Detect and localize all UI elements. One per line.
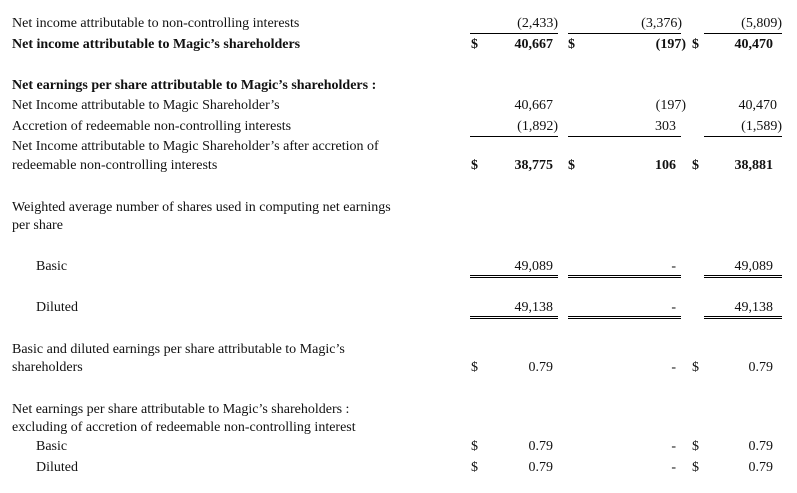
value-eps-col3: 0.79 bbox=[748, 360, 773, 375]
currency-symbol: $ bbox=[471, 460, 478, 475]
value-basic-shares-col1: 49,089 bbox=[514, 259, 553, 274]
value-eps-excl-diluted-col3: 0.79 bbox=[748, 460, 773, 475]
section-heading-eps: Net earnings per share attributable to Magic’s shareholders : bbox=[12, 78, 377, 93]
currency-symbol: $ bbox=[692, 439, 699, 454]
row-label-ni-after-line2: redeemable non-controlling interests bbox=[12, 158, 218, 173]
currency-symbol: $ bbox=[471, 158, 478, 173]
value-accretion-col2: 303 bbox=[655, 119, 676, 134]
double-underline-col1 bbox=[470, 316, 558, 319]
underline-col2 bbox=[568, 136, 681, 137]
value-eps-excl-basic-col2: - bbox=[671, 439, 676, 454]
double-underline-col3 bbox=[704, 316, 782, 319]
value-basic-shares-col2: - bbox=[671, 259, 676, 274]
currency-symbol: $ bbox=[692, 460, 699, 475]
value-diluted-shares-col2: - bbox=[671, 300, 676, 315]
row-label-ni-magic: Net income attributable to Magic’s shareholders bbox=[12, 37, 301, 52]
value-eps-excl-basic-col3: 0.79 bbox=[748, 439, 773, 454]
value-accretion-col3: (1,589) bbox=[741, 119, 782, 134]
underline-col3 bbox=[704, 136, 782, 137]
value-ni-magic-col2: (197) bbox=[655, 37, 686, 52]
row-label-ni-after-line1: Net Income attributable to Magic Shareholder’s after accretion of bbox=[12, 139, 379, 154]
row-label-ni-holder: Net Income attributable to Magic Shareholder’s bbox=[12, 98, 280, 113]
value-ni-magic-col1: 40,667 bbox=[514, 37, 553, 52]
value-basic-shares-col3: 49,089 bbox=[734, 259, 773, 274]
row-label-eps-excl-line1: Net earnings per share attributable to Magic’s shareholders : bbox=[12, 402, 350, 417]
row-label-eps-excl-basic: Basic bbox=[36, 439, 68, 454]
value-accretion-col1: (1,892) bbox=[517, 119, 558, 134]
currency-symbol: $ bbox=[568, 158, 575, 173]
double-underline-col3 bbox=[704, 275, 782, 278]
value-diluted-shares-col3: 49,138 bbox=[734, 300, 773, 315]
value-nci-col1: (2,433) bbox=[517, 16, 558, 31]
row-label-eps-line1: Basic and diluted earnings per share attributable to Magic’s bbox=[12, 342, 345, 357]
value-eps-excl-diluted-col2: - bbox=[671, 460, 676, 475]
value-ni-after-col2: 106 bbox=[655, 158, 676, 173]
double-underline-col2 bbox=[568, 316, 681, 319]
row-label-accretion: Accretion of redeemable non-controlling interests bbox=[12, 119, 292, 134]
row-label-eps-line2: shareholders bbox=[12, 360, 83, 375]
underline-col1 bbox=[470, 136, 558, 137]
double-underline-col1 bbox=[470, 275, 558, 278]
value-ni-holder-col3: 40,470 bbox=[738, 98, 777, 113]
value-ni-after-col1: 38,775 bbox=[514, 158, 553, 173]
currency-symbol: $ bbox=[568, 37, 575, 52]
row-label-nci: Net income attributable to non-controlling interests bbox=[12, 16, 300, 31]
currency-symbol: $ bbox=[471, 360, 478, 375]
value-eps-excl-basic-col1: 0.79 bbox=[528, 439, 553, 454]
value-eps-excl-diluted-col1: 0.79 bbox=[528, 460, 553, 475]
currency-symbol: $ bbox=[471, 439, 478, 454]
row-label-weighted-line1: Weighted average number of shares used in computing net earnings bbox=[12, 200, 391, 215]
row-label-weighted-line2: per share bbox=[12, 218, 63, 233]
value-ni-holder-col1: 40,667 bbox=[514, 98, 553, 113]
currency-symbol: $ bbox=[692, 360, 699, 375]
row-label-eps-excl-line2: excluding of accretion of redeemable non-controlling interest bbox=[12, 420, 356, 435]
value-diluted-shares-col1: 49,138 bbox=[514, 300, 553, 315]
underline-col3 bbox=[704, 33, 782, 34]
currency-symbol: $ bbox=[471, 37, 478, 52]
row-label-eps-excl-diluted: Diluted bbox=[36, 460, 78, 475]
double-underline-col2 bbox=[568, 275, 681, 278]
value-eps-col2: - bbox=[671, 360, 676, 375]
row-label-basic-shares: Basic bbox=[36, 259, 68, 274]
value-ni-after-col3: 38,881 bbox=[734, 158, 773, 173]
underline-col1 bbox=[470, 33, 558, 34]
value-ni-holder-col2: (197) bbox=[655, 98, 686, 113]
value-eps-col1: 0.79 bbox=[528, 360, 553, 375]
currency-symbol: $ bbox=[692, 37, 699, 52]
value-nci-col3: (5,809) bbox=[741, 16, 782, 31]
row-label-diluted-shares: Diluted bbox=[36, 300, 78, 315]
underline-col2 bbox=[568, 33, 681, 34]
value-ni-magic-col3: 40,470 bbox=[734, 37, 773, 52]
value-nci-col2: (3,376) bbox=[641, 16, 682, 31]
currency-symbol: $ bbox=[692, 158, 699, 173]
